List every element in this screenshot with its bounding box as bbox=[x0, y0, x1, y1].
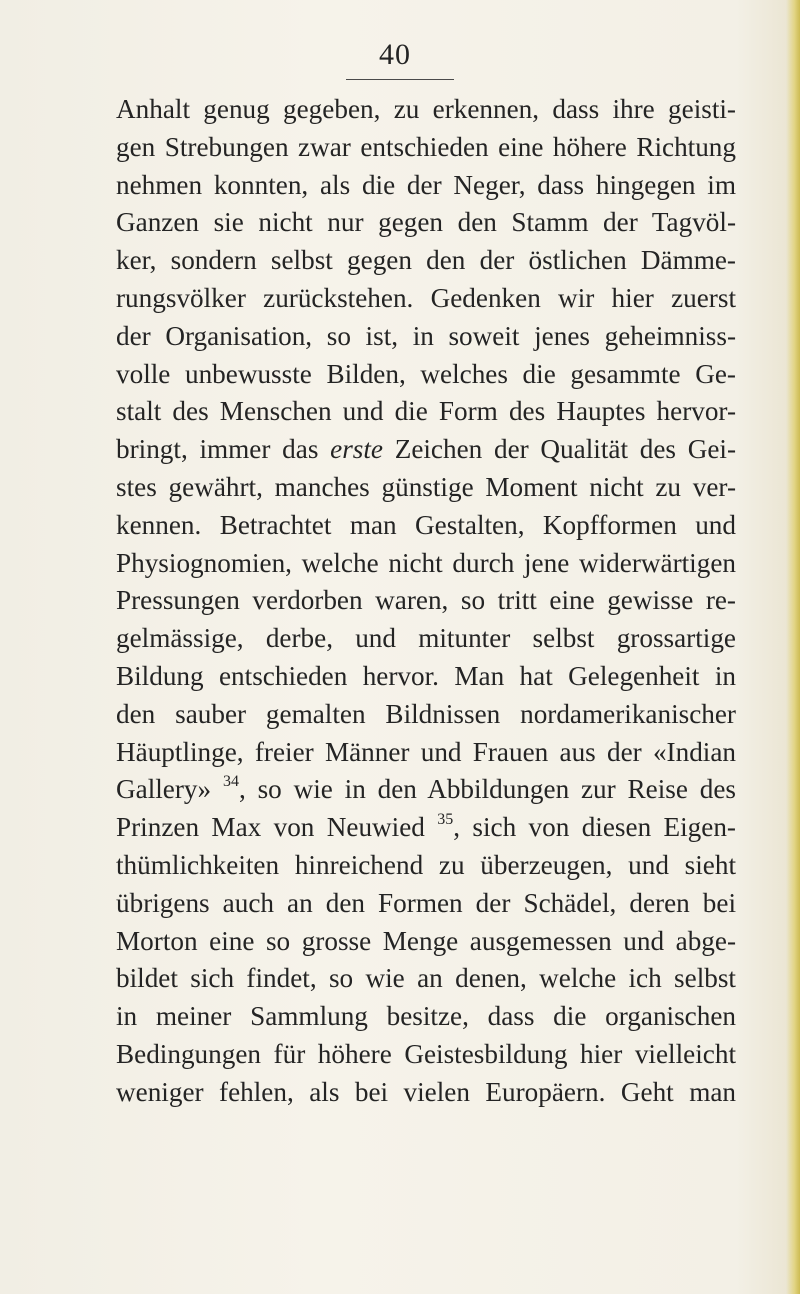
text-line bbox=[116, 809, 736, 847]
body-text bbox=[116, 91, 736, 1112]
text-line bbox=[116, 998, 736, 1036]
text-segment: in meiner Sammlung besitze, dass die organischen bbox=[116, 1001, 736, 1032]
text-segment: Pressungen verdorben waren, so tritt eine gewisse re- bbox=[116, 585, 736, 616]
text-segment: stalt des Menschen und die Form des Hauptes hervor- bbox=[116, 396, 736, 427]
text-line bbox=[116, 1074, 736, 1112]
text-segment: Zeichen der Qualität des Gei- bbox=[382, 434, 736, 465]
text-line bbox=[116, 129, 736, 167]
text-line bbox=[116, 620, 736, 658]
text-segment: Ganzen sie nicht nur gegen den Stamm der Tagvöl- bbox=[116, 207, 736, 238]
text-segment: weniger fehlen, als bei vielen Europäern. Geht man bbox=[116, 1076, 736, 1107]
text-segment: Morton eine so grosse Menge ausgemessen und abge- bbox=[116, 925, 736, 956]
text-line bbox=[116, 545, 736, 583]
text-segment: , so wie in den Abbildungen zur Reise des bbox=[238, 774, 736, 805]
text-segment: Bildung entschieden hervor. Man hat Gelegenheit in bbox=[116, 660, 736, 691]
text-line bbox=[116, 167, 736, 205]
text-segment: gen Strebungen zwar entschieden eine höhere Richtung bbox=[116, 131, 736, 162]
text-segment: Prinzen Max von Neuwied bbox=[116, 812, 438, 843]
text-segment: gelmässige, derbe, und mitunter selbst grossartige bbox=[116, 623, 736, 654]
page-number-rule bbox=[346, 79, 454, 80]
text-segment: volle unbewusste Bilden, welches die gesammte Ge- bbox=[116, 358, 736, 389]
text-line bbox=[116, 1036, 736, 1074]
text-segment: übrigens auch an den Formen der Schädel, deren bei bbox=[116, 887, 736, 918]
text-line bbox=[116, 960, 736, 998]
page-edge-shading bbox=[786, 0, 800, 1294]
text-line bbox=[116, 696, 736, 734]
text-line bbox=[116, 91, 736, 129]
text-line bbox=[116, 242, 736, 280]
page-number: 40 bbox=[379, 38, 411, 71]
text-line bbox=[116, 582, 736, 620]
text-segment: stes gewährt, manches günstige Moment nicht zu ver- bbox=[116, 471, 736, 502]
text-line bbox=[116, 771, 736, 809]
text-segment: Bedingungen für höhere Geistesbildung hier vielleicht bbox=[116, 1038, 736, 1069]
text-segment: Häuptlinge, freier Männer und Frauen aus der «Indian bbox=[116, 736, 736, 767]
text-segment: Gallery» bbox=[116, 774, 223, 805]
text-line bbox=[116, 204, 736, 242]
text-segment: thümlichkeiten hinreichend zu überzeugen, und sieht bbox=[116, 849, 736, 880]
text-segment: bringt, immer das bbox=[116, 434, 331, 465]
text-line bbox=[116, 318, 736, 356]
text-segment: , sich von diesen Eigen- bbox=[453, 812, 736, 843]
text-segment: nehmen konnten, als die der Neger, dass hingegen im bbox=[116, 169, 736, 200]
text-segment: ker, sondern selbst gegen den der östlichen Dämme- bbox=[116, 245, 736, 276]
text-line bbox=[116, 507, 736, 545]
text-line bbox=[116, 734, 736, 772]
text-line bbox=[116, 658, 736, 696]
emphasized-word: erste bbox=[330, 434, 383, 465]
text-segment: bildet sich findet, so wie an denen, welche ich selbst bbox=[116, 963, 736, 994]
text-segment: der Organisation, so ist, in soweit jenes geheimniss- bbox=[116, 320, 736, 351]
text-line bbox=[116, 885, 736, 923]
text-line bbox=[116, 469, 736, 507]
text-segment: kennen. Betrachtet man Gestalten, Kopfformen und bbox=[116, 509, 736, 540]
text-segment: rungsvölker zurückstehen. Gedenken wir hier zuerst bbox=[116, 282, 736, 313]
text-segment: den sauber gemalten Bildnissen nordamerikanischer bbox=[116, 698, 736, 729]
text-line bbox=[116, 280, 736, 318]
text-line bbox=[116, 356, 736, 394]
text-segment: Anhalt genug gegeben, zu erkennen, dass ihre geisti- bbox=[116, 94, 736, 124]
footnote-reference: 34 bbox=[222, 773, 239, 791]
text-line bbox=[116, 923, 736, 961]
text-line bbox=[116, 847, 736, 885]
text-line bbox=[116, 393, 736, 431]
footnote-reference: 35 bbox=[437, 811, 454, 829]
text-segment: Physiognomien, welche nicht durch jene widerwärtigen bbox=[116, 547, 736, 578]
text-line bbox=[116, 431, 736, 469]
